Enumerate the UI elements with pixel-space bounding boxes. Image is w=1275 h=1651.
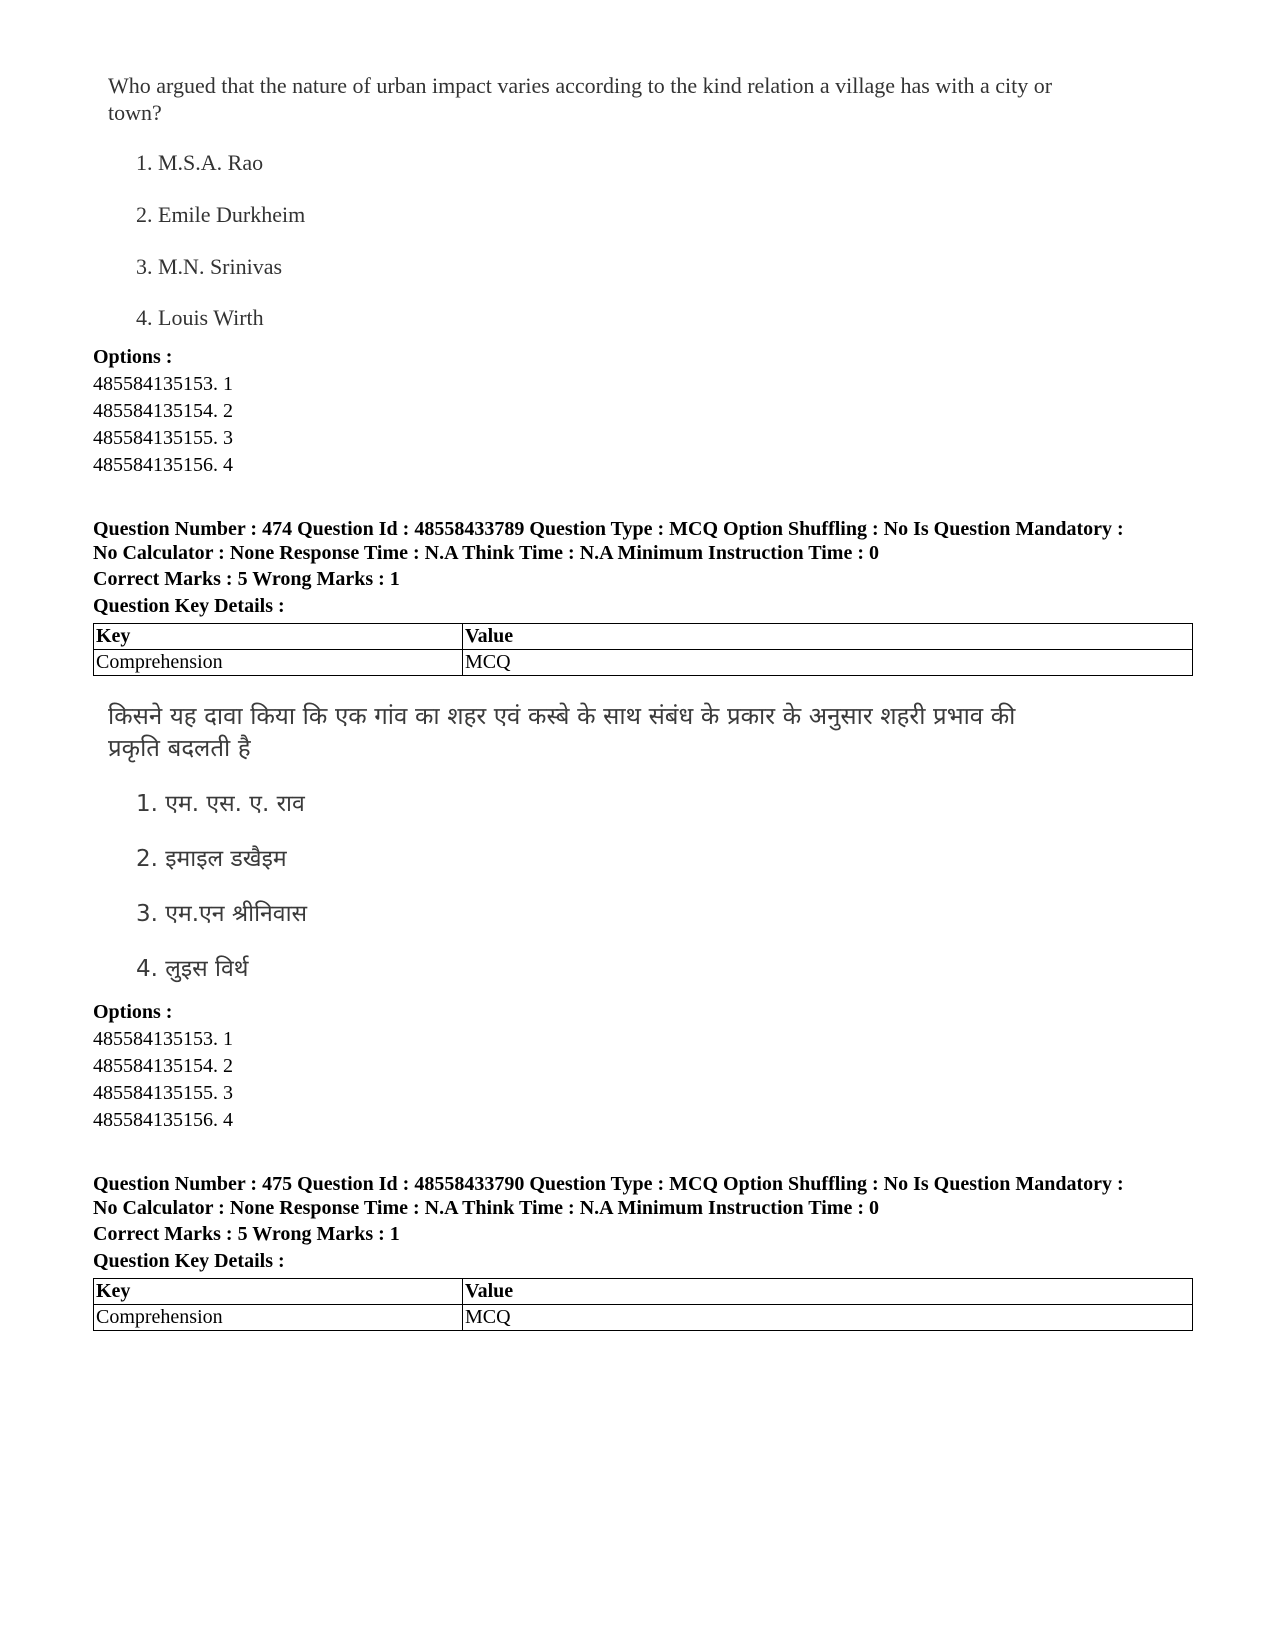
table-header-key: Key (94, 624, 463, 650)
question-meta (93, 517, 1193, 565)
choice-2: 2. इमाइल डखैइम (136, 846, 287, 872)
question-image-hindi (108, 700, 1068, 982)
options-label: Options : (93, 1001, 173, 1023)
table-cell-value: MCQ (463, 650, 1193, 676)
option-line: 485584135155. 3 (93, 427, 233, 449)
key-details-table (93, 1278, 1193, 1331)
choice-2: 2. Emile Durkheim (136, 202, 306, 227)
key-details-table (93, 623, 1193, 676)
table-row (94, 650, 1193, 676)
question-meta-line: No Calculator : None Response Time : N.A Think Time : N.A Minimum Instruction Time : 0 (93, 1197, 879, 1219)
table-header-key: Key (94, 1279, 463, 1305)
question-stem: किसने यह दावा किया कि एक गांव का शहर एवं कस्बे के साथ संबंध के प्रकार के अनुसार शहरी प्रभाव की प्रकृति बदलती है (108, 702, 1016, 762)
marks-line: Correct Marks : 5 Wrong Marks : 1 (93, 568, 400, 590)
option-line: 485584135155. 3 (93, 1082, 233, 1104)
choice-1: 1. एम. एस. ए. राव (136, 791, 305, 817)
option-line: 485584135156. 4 (93, 454, 233, 476)
table-header-row (94, 624, 1193, 650)
choice-1: 1. M.S.A. Rao (136, 150, 264, 175)
option-line: 485584135156. 4 (93, 1109, 233, 1131)
question-meta-line: Question Number : 474 Question Id : 48558433789 Question Type : MCQ Option Shuffling : No Is Question Mandatory : (93, 518, 1124, 540)
question-meta (93, 1172, 1193, 1220)
table-row (94, 1305, 1193, 1331)
question-meta-line: Question Number : 475 Question Id : 48558433790 Question Type : MCQ Option Shuffling : No Is Question Mandatory : (93, 1173, 1124, 1195)
option-line: 485584135153. 1 (93, 373, 233, 395)
key-details-label: Question Key Details : (93, 1250, 285, 1272)
table-cell-value: MCQ (463, 1305, 1193, 1331)
table-header-value: Value (463, 624, 1193, 650)
table-cell-key: Comprehension (94, 1305, 463, 1331)
question-stem: Who argued that the nature of urban impact varies according to the kind relation a village has with a city or town? (108, 73, 1053, 125)
question-image-english (108, 72, 1108, 330)
table-header-value: Value (463, 1279, 1193, 1305)
question-meta-line: No Calculator : None Response Time : N.A Think Time : N.A Minimum Instruction Time : 0 (93, 542, 879, 564)
table-cell-key: Comprehension (94, 650, 463, 676)
choice-3: 3. एम.एन श्रीनिवास (136, 901, 308, 927)
key-details-label: Question Key Details : (93, 595, 285, 617)
option-line: 485584135154. 2 (93, 400, 233, 422)
choice-4: 4. लुइस विर्थ (136, 956, 249, 982)
choice-4: 4. Louis Wirth (136, 305, 264, 330)
option-line: 485584135154. 2 (93, 1055, 233, 1077)
marks-line: Correct Marks : 5 Wrong Marks : 1 (93, 1223, 400, 1245)
options-label: Options : (93, 346, 173, 368)
choice-3: 3. M.N. Srinivas (136, 254, 283, 279)
table-header-row (94, 1279, 1193, 1305)
option-line: 485584135153. 1 (93, 1028, 233, 1050)
